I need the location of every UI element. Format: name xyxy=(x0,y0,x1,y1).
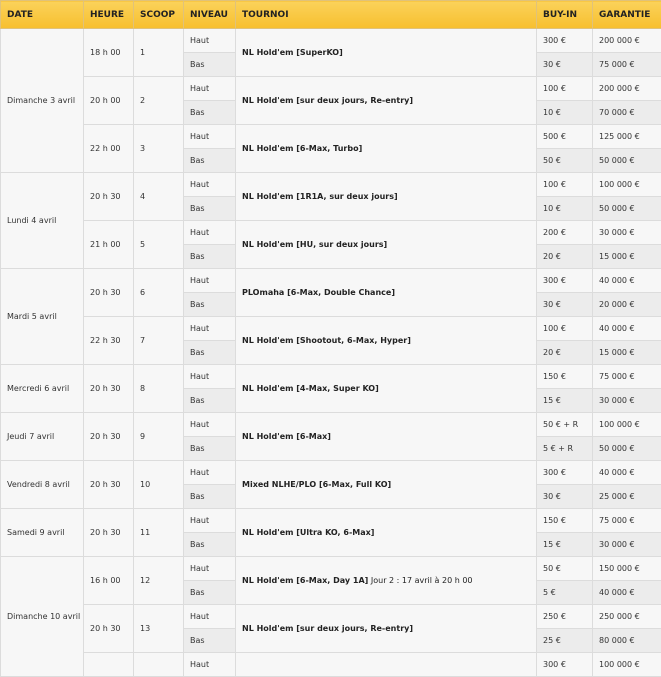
niveau-cell: Bas xyxy=(184,485,236,509)
niveau-cell: Haut xyxy=(184,173,236,197)
scoop-cell: 8 xyxy=(134,365,184,413)
tournoi-cell xyxy=(236,173,537,221)
niveau-cell: Bas xyxy=(184,149,236,173)
tournoi-name: NL Hold'em [sur deux jours, Re-entry] xyxy=(242,624,413,633)
table-row xyxy=(1,413,661,437)
header-heure: HEURE xyxy=(84,1,134,29)
garantie-cell: 40 000 € xyxy=(593,269,661,293)
niveau-cell: Bas xyxy=(184,389,236,413)
scoop-cell: 12 xyxy=(134,557,184,605)
garantie-cell: 200 000 € xyxy=(593,77,661,101)
garantie-cell: 30 000 € xyxy=(593,221,661,245)
garantie-cell: 30 000 € xyxy=(593,389,661,413)
buyin-cell: 100 € xyxy=(537,77,593,101)
heure-cell: 20 h 30 xyxy=(84,509,134,557)
date-cell: Mercredi 6 avril xyxy=(1,365,84,413)
table-row xyxy=(1,125,661,149)
buyin-cell: 25 € xyxy=(537,629,593,653)
buyin-cell: 250 € xyxy=(537,605,593,629)
niveau-cell: Bas xyxy=(184,101,236,125)
buyin-cell: 20 € xyxy=(537,245,593,269)
buyin-cell: 30 € xyxy=(537,53,593,77)
date-cell: Dimanche 10 avril xyxy=(1,557,84,677)
table-row xyxy=(1,509,661,533)
tournoi-name: NL Hold'em [Ultra KO, 6-Max] xyxy=(242,528,374,537)
garantie-cell: 15 000 € xyxy=(593,341,661,365)
table-row xyxy=(1,317,661,341)
scoop-cell: 13 xyxy=(134,605,184,653)
heure-cell: 20 h 00 xyxy=(84,77,134,125)
header-niveau: NIVEAU xyxy=(184,1,236,29)
table-row xyxy=(1,77,661,101)
tournoi-name: NL Hold'em [Shootout, 6-Max, Hyper] xyxy=(242,336,411,345)
garantie-cell: 250 000 € xyxy=(593,605,661,629)
garantie-cell: 15 000 € xyxy=(593,245,661,269)
tournoi-name: NL Hold'em [6-Max, Day 1A] xyxy=(242,576,368,585)
heure-cell xyxy=(84,653,134,677)
buyin-cell: 150 € xyxy=(537,365,593,389)
table-row xyxy=(1,365,661,389)
tournoi-name: NL Hold'em [HU, sur deux jours] xyxy=(242,240,387,249)
niveau-cell: Bas xyxy=(184,533,236,557)
tournoi-cell xyxy=(236,557,537,605)
niveau-cell: Haut xyxy=(184,29,236,53)
heure-cell: 20 h 30 xyxy=(84,365,134,413)
niveau-cell: Haut xyxy=(184,509,236,533)
buyin-cell: 300 € xyxy=(537,461,593,485)
date-cell: Samedi 9 avril xyxy=(1,509,84,557)
tournoi-cell xyxy=(236,221,537,269)
garantie-cell: 100 000 € xyxy=(593,653,661,677)
heure-cell: 20 h 30 xyxy=(84,173,134,221)
header-date: DATE xyxy=(1,1,84,29)
tournoi-name: NL Hold'em [6-Max, Turbo] xyxy=(242,144,362,153)
scoop-cell: 5 xyxy=(134,221,184,269)
garantie-cell: 200 000 € xyxy=(593,29,661,53)
garantie-cell: 40 000 € xyxy=(593,581,661,605)
scoop-cell xyxy=(134,653,184,677)
garantie-cell: 150 000 € xyxy=(593,557,661,581)
tournoi-cell xyxy=(236,461,537,509)
niveau-cell: Haut xyxy=(184,413,236,437)
garantie-cell: 25 000 € xyxy=(593,485,661,509)
table-row xyxy=(1,173,661,197)
header-garantie: GARANTIE xyxy=(593,1,661,29)
buyin-cell: 500 € xyxy=(537,125,593,149)
buyin-cell: 150 € xyxy=(537,509,593,533)
garantie-cell: 100 000 € xyxy=(593,413,661,437)
scoop-cell: 7 xyxy=(134,317,184,365)
niveau-cell: Bas xyxy=(184,581,236,605)
scoop-cell: 3 xyxy=(134,125,184,173)
garantie-cell: 40 000 € xyxy=(593,461,661,485)
buyin-cell: 300 € xyxy=(537,29,593,53)
tournoi-cell xyxy=(236,365,537,413)
date-cell: Vendredi 8 avril xyxy=(1,461,84,509)
table-row xyxy=(1,221,661,245)
date-cell: Dimanche 3 avril xyxy=(1,29,84,173)
tournoi-cell xyxy=(236,653,537,677)
tournoi-name: NL Hold'em [1R1A, sur deux jours] xyxy=(242,192,398,201)
tournoi-cell xyxy=(236,29,537,77)
garantie-cell: 70 000 € xyxy=(593,101,661,125)
buyin-cell: 30 € xyxy=(537,293,593,317)
heure-cell: 20 h 30 xyxy=(84,269,134,317)
scoop-cell: 9 xyxy=(134,413,184,461)
garantie-cell: 125 000 € xyxy=(593,125,661,149)
garantie-cell: 100 000 € xyxy=(593,173,661,197)
table-body xyxy=(1,29,661,677)
buyin-cell: 50 € + R xyxy=(537,413,593,437)
tournoi-cell xyxy=(236,77,537,125)
buyin-cell: 200 € xyxy=(537,221,593,245)
header-tournoi: TOURNOI xyxy=(236,1,537,29)
tournoi-name: NL Hold'em [sur deux jours, Re-entry] xyxy=(242,96,413,105)
table-row xyxy=(1,653,661,677)
heure-cell: 22 h 30 xyxy=(84,317,134,365)
buyin-cell: 30 € xyxy=(537,485,593,509)
heure-cell: 20 h 30 xyxy=(84,461,134,509)
buyin-cell: 5 € + R xyxy=(537,437,593,461)
date-cell: Lundi 4 avril xyxy=(1,173,84,269)
niveau-cell: Bas xyxy=(184,245,236,269)
heure-cell: 16 h 00 xyxy=(84,557,134,605)
header-buyin: BUY-IN xyxy=(537,1,593,29)
garantie-cell: 50 000 € xyxy=(593,149,661,173)
table-row xyxy=(1,557,661,581)
garantie-cell: 50 000 € xyxy=(593,437,661,461)
garantie-cell: 20 000 € xyxy=(593,293,661,317)
header-scoop: SCOOP xyxy=(134,1,184,29)
garantie-cell: 75 000 € xyxy=(593,509,661,533)
heure-cell: 22 h 00 xyxy=(84,125,134,173)
heure-cell: 18 h 00 xyxy=(84,29,134,77)
niveau-cell: Haut xyxy=(184,365,236,389)
tournoi-cell xyxy=(236,413,537,461)
buyin-cell: 10 € xyxy=(537,101,593,125)
heure-cell: 20 h 30 xyxy=(84,413,134,461)
niveau-cell: Bas xyxy=(184,197,236,221)
niveau-cell: Bas xyxy=(184,437,236,461)
garantie-cell: 50 000 € xyxy=(593,197,661,221)
niveau-cell: Haut xyxy=(184,605,236,629)
tournoi-cell xyxy=(236,317,537,365)
niveau-cell: Bas xyxy=(184,341,236,365)
niveau-cell: Haut xyxy=(184,269,236,293)
heure-cell: 21 h 00 xyxy=(84,221,134,269)
niveau-cell: Haut xyxy=(184,125,236,149)
niveau-cell: Haut xyxy=(184,77,236,101)
buyin-cell: 10 € xyxy=(537,197,593,221)
tournoi-note: Jour 2 : 17 avril à 20 h 00 xyxy=(368,576,472,585)
tournoi-cell xyxy=(236,125,537,173)
tournoi-name: NL Hold'em [SuperKO] xyxy=(242,48,343,57)
garantie-cell: 75 000 € xyxy=(593,53,661,77)
buyin-cell: 5 € xyxy=(537,581,593,605)
niveau-cell: Bas xyxy=(184,293,236,317)
tournoi-name: NL Hold'em [4-Max, Super KO] xyxy=(242,384,379,393)
niveau-cell: Haut xyxy=(184,461,236,485)
scoop-cell: 6 xyxy=(134,269,184,317)
scoop-cell: 2 xyxy=(134,77,184,125)
tournoi-name: NL Hold'em [6-Max] xyxy=(242,432,331,441)
tournoi-cell xyxy=(236,269,537,317)
heure-cell: 20 h 30 xyxy=(84,605,134,653)
table-header-row xyxy=(1,1,661,29)
tournoi-cell xyxy=(236,509,537,557)
niveau-cell: Haut xyxy=(184,221,236,245)
buyin-cell: 100 € xyxy=(537,173,593,197)
tournoi-name: Mixed NLHE/PLO [6-Max, Full KO] xyxy=(242,480,391,489)
garantie-cell: 40 000 € xyxy=(593,317,661,341)
buyin-cell: 15 € xyxy=(537,533,593,557)
niveau-cell: Haut xyxy=(184,653,236,677)
buyin-cell: 300 € xyxy=(537,653,593,677)
buyin-cell: 100 € xyxy=(537,317,593,341)
buyin-cell: 15 € xyxy=(537,389,593,413)
scoop-cell: 1 xyxy=(134,29,184,77)
niveau-cell: Haut xyxy=(184,557,236,581)
tournoi-cell xyxy=(236,605,537,653)
buyin-cell: 20 € xyxy=(537,341,593,365)
date-cell: Jeudi 7 avril xyxy=(1,413,84,461)
buyin-cell: 300 € xyxy=(537,269,593,293)
date-cell: Mardi 5 avril xyxy=(1,269,84,365)
garantie-cell: 75 000 € xyxy=(593,365,661,389)
garantie-cell: 80 000 € xyxy=(593,629,661,653)
niveau-cell: Haut xyxy=(184,317,236,341)
niveau-cell: Bas xyxy=(184,629,236,653)
scoop-cell: 11 xyxy=(134,509,184,557)
garantie-cell: 30 000 € xyxy=(593,533,661,557)
buyin-cell: 50 € xyxy=(537,557,593,581)
scoop-cell: 10 xyxy=(134,461,184,509)
buyin-cell: 50 € xyxy=(537,149,593,173)
table-row xyxy=(1,269,661,293)
table-row xyxy=(1,29,661,53)
table-row xyxy=(1,605,661,629)
table-row xyxy=(1,461,661,485)
tournoi-name: PLOmaha [6-Max, Double Chance] xyxy=(242,288,395,297)
niveau-cell: Bas xyxy=(184,53,236,77)
scoop-cell: 4 xyxy=(134,173,184,221)
